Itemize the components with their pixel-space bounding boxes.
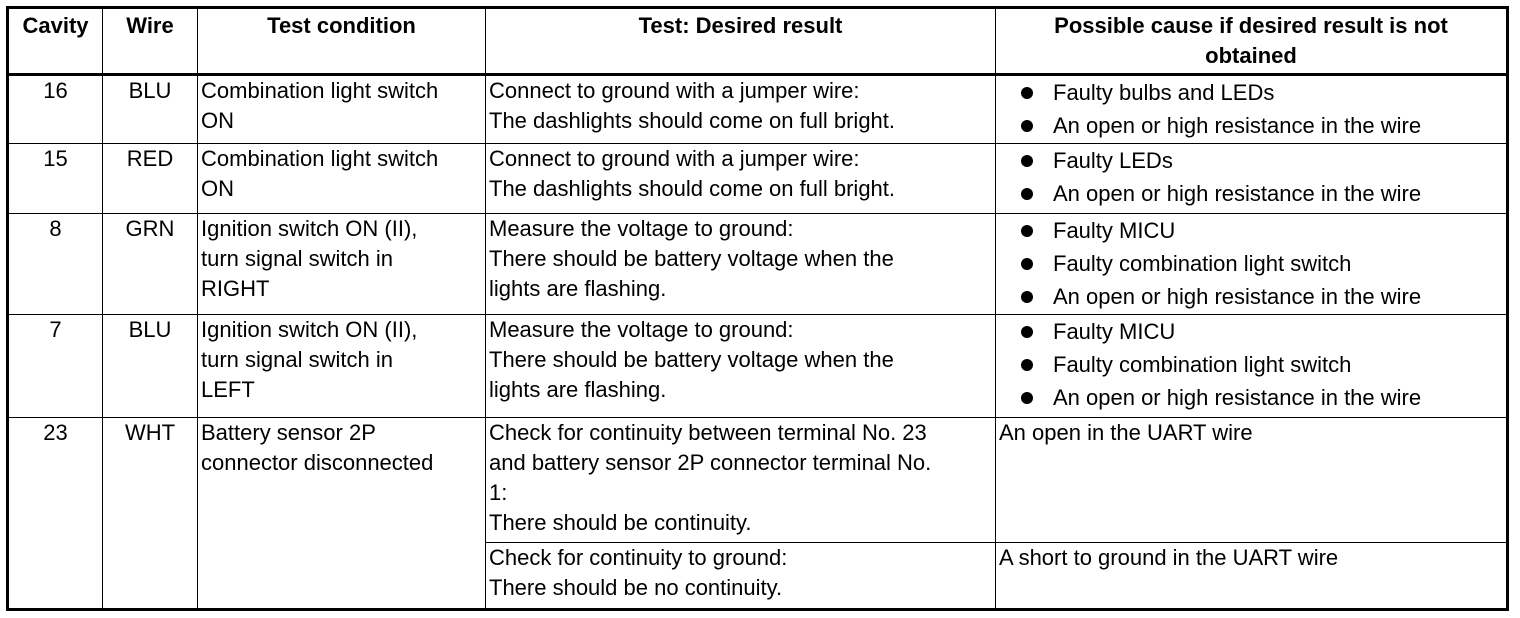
result-line: Check for continuity between terminal No. 23: [489, 420, 927, 445]
result-line: lights are flashing.: [489, 377, 667, 402]
header-wire: Wire: [103, 8, 198, 75]
result-line: There should be battery voltage when the: [489, 246, 894, 271]
cause-item: [1015, 214, 1503, 247]
cavity-cell: 23: [8, 418, 103, 610]
bullet-icon: [1021, 392, 1033, 404]
cause-list: [999, 315, 1503, 414]
cause-text: An open in the UART wire: [999, 420, 1253, 445]
cause-item: [1015, 315, 1503, 348]
result-line: lights are flashing.: [489, 276, 667, 301]
result-line: Connect to ground with a jumper wire:: [489, 78, 860, 103]
condition-line: Ignition switch ON (II),: [201, 317, 418, 342]
cause-item: [1015, 109, 1503, 142]
result-cell: [486, 315, 996, 418]
condition-line: Combination light switch: [201, 146, 439, 171]
condition-line: connector disconnected: [201, 450, 434, 475]
condition-line: Ignition switch ON (II),: [201, 216, 418, 241]
condition-line: turn signal switch in: [201, 246, 393, 271]
header-cavity: Cavity: [8, 8, 103, 75]
table-row: [8, 315, 1508, 418]
result-line: There should be continuity.: [489, 510, 752, 535]
condition-cell: [198, 418, 486, 610]
cavity-cell: 7: [8, 315, 103, 418]
cause-item: [1015, 280, 1503, 313]
result-line: Connect to ground with a jumper wire:: [489, 146, 860, 171]
cause-cell: [996, 543, 1508, 610]
bullet-icon: [1021, 188, 1033, 200]
condition-line: Battery sensor 2P: [201, 420, 376, 445]
header-row: [8, 8, 1508, 75]
cause-item: [1015, 144, 1503, 177]
bullet-icon: [1021, 359, 1033, 371]
bullet-icon: [1021, 155, 1033, 167]
condition-cell: [198, 214, 486, 315]
result-line: The dashlights should come on full bright.: [489, 108, 896, 133]
bullet-icon: [1021, 326, 1033, 338]
result-cell: [486, 214, 996, 315]
cause-item: [1015, 76, 1503, 109]
wire-cell: BLU: [103, 315, 198, 418]
condition-line: ON: [201, 108, 234, 133]
cause-item: [1015, 348, 1503, 381]
bullet-icon: [1021, 291, 1033, 303]
result-line: The dashlights should come on full bright.: [489, 176, 896, 201]
condition-line: Combination light switch: [201, 78, 439, 103]
header-possible-cause: [996, 8, 1508, 75]
cause-text: A short to ground in the UART wire: [999, 545, 1339, 570]
result-line: Measure the voltage to ground:: [489, 216, 794, 241]
result-cell: [486, 144, 996, 214]
condition-cell: [198, 75, 486, 144]
condition-line: turn signal switch in: [201, 347, 393, 372]
page: [6, 6, 1509, 611]
bullet-icon: [1021, 120, 1033, 132]
cause-cell: [996, 214, 1508, 315]
wire-cell: GRN: [103, 214, 198, 315]
condition-line: LEFT: [201, 377, 255, 402]
condition-cell: [198, 315, 486, 418]
cause-cell: [996, 75, 1508, 144]
cause-text: Faulty LEDs: [1053, 148, 1173, 173]
table-row: [8, 75, 1508, 144]
result-cell: [486, 75, 996, 144]
result-line: Check for continuity to ground:: [489, 545, 788, 570]
table-row: [8, 418, 1508, 543]
cause-text: Faulty MICU: [1053, 319, 1176, 344]
cause-cell: [996, 418, 1508, 543]
troubleshooting-table: [6, 6, 1509, 611]
header-possible-cause-line: obtained: [1205, 43, 1297, 68]
wire-cell: BLU: [103, 75, 198, 144]
cause-item: [1015, 247, 1503, 280]
cavity-cell: 15: [8, 144, 103, 214]
result-line: and battery sensor 2P connector terminal No.: [489, 450, 932, 475]
wire-cell: RED: [103, 144, 198, 214]
header-possible-cause-line: Possible cause if desired result is not: [1054, 13, 1448, 38]
table-row: [8, 214, 1508, 315]
cause-cell: [996, 315, 1508, 418]
cause-list: [999, 144, 1503, 210]
cause-cell: [996, 144, 1508, 214]
cause-list: [999, 214, 1503, 313]
bullet-icon: [1021, 225, 1033, 237]
condition-line: RIGHT: [201, 276, 270, 301]
cause-item: [1015, 381, 1503, 414]
cause-text: An open or high resistance in the wire: [1053, 385, 1422, 410]
bullet-icon: [1021, 87, 1033, 99]
result-line: 1:: [489, 480, 508, 505]
cavity-cell: 8: [8, 214, 103, 315]
cavity-cell: 16: [8, 75, 103, 144]
wire-cell: WHT: [103, 418, 198, 610]
cause-item: [1015, 177, 1503, 210]
result-line: There should be no continuity.: [489, 575, 783, 600]
header-test-condition: Test condition: [198, 8, 486, 75]
cause-text: An open or high resistance in the wire: [1053, 181, 1422, 206]
table-row: [8, 144, 1508, 214]
result-line: There should be battery voltage when the: [489, 347, 894, 372]
cause-text: Faulty combination light switch: [1053, 352, 1352, 377]
result-cell: [486, 418, 996, 543]
cause-text: Faulty MICU: [1053, 218, 1176, 243]
result-cell: [486, 543, 996, 610]
bullet-icon: [1021, 258, 1033, 270]
cause-text: Faulty combination light switch: [1053, 251, 1352, 276]
cause-text: Faulty bulbs and LEDs: [1053, 80, 1275, 105]
cause-text: An open or high resistance in the wire: [1053, 113, 1422, 138]
result-line: Measure the voltage to ground:: [489, 317, 794, 342]
cause-list: [999, 76, 1503, 142]
header-desired-result: Test: Desired result: [486, 8, 996, 75]
cause-text: An open or high resistance in the wire: [1053, 284, 1422, 309]
condition-cell: [198, 144, 486, 214]
condition-line: ON: [201, 176, 234, 201]
